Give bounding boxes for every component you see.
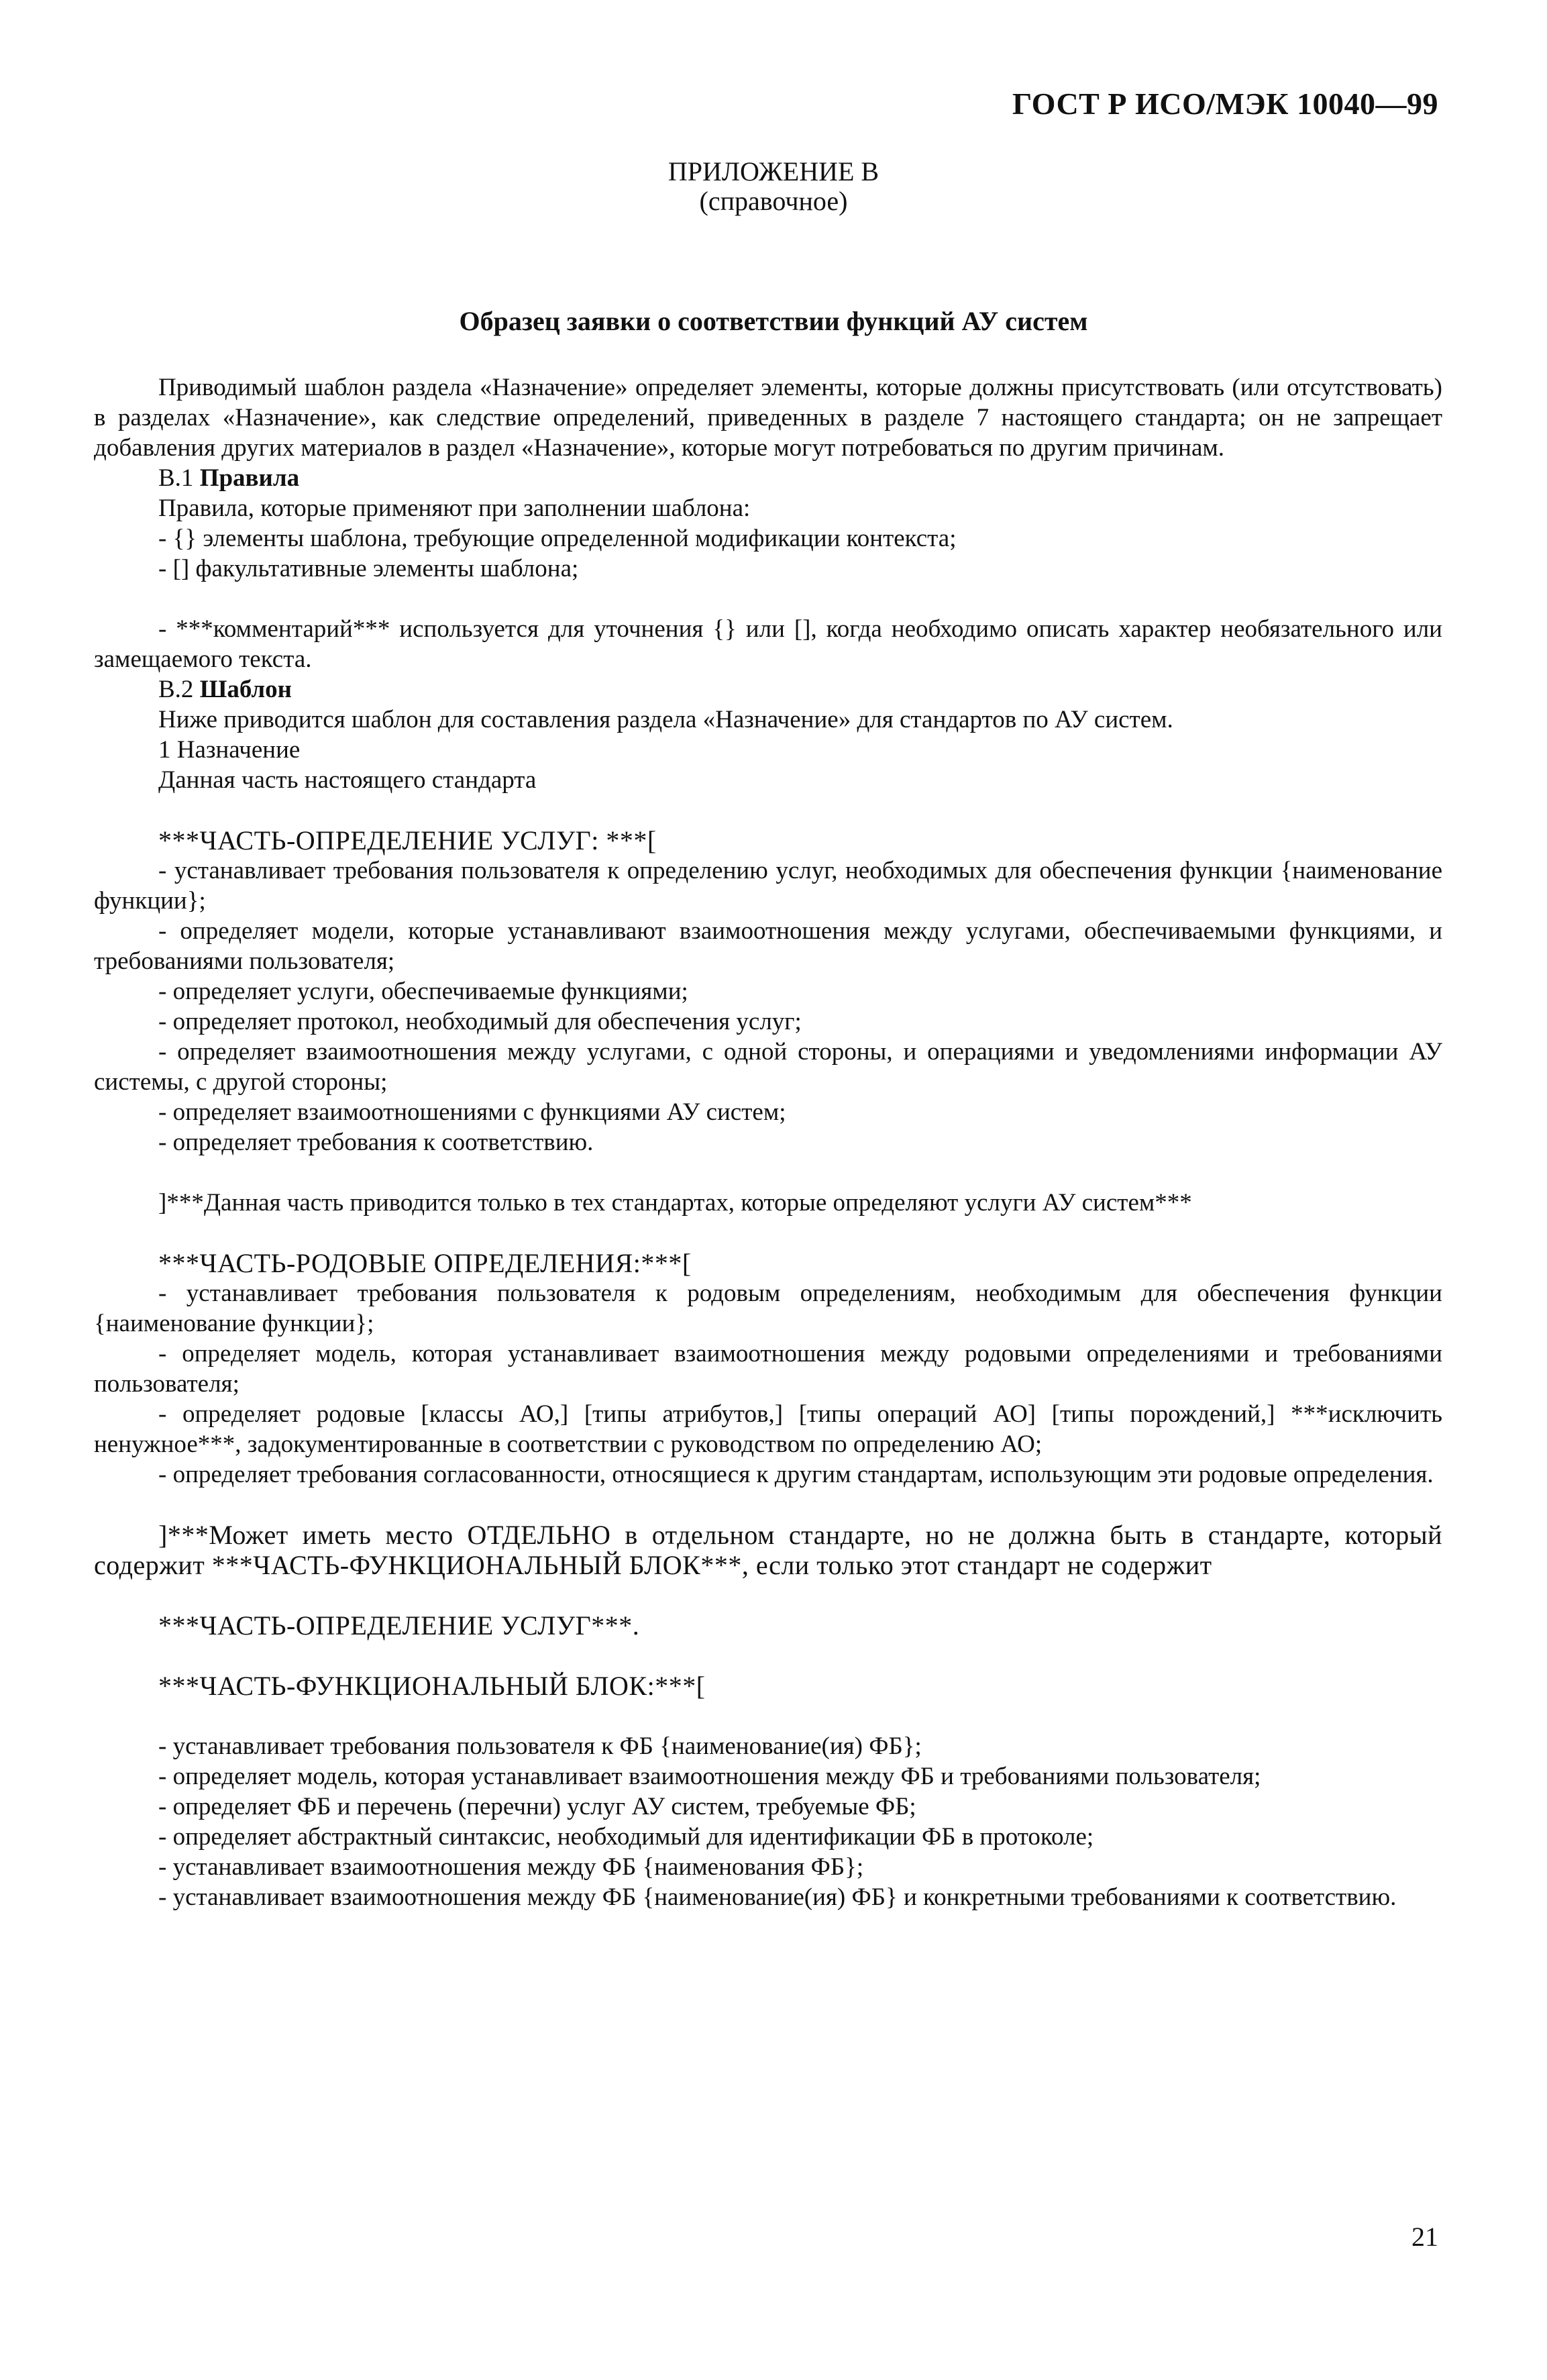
part-services-item: - определяет требования к соответствию. (158, 1129, 594, 1156)
document-body (94, 372, 1442, 1912)
rules-heading (94, 463, 1442, 493)
part-services-item: - определяет услуги, обеспечиваемые функциями; (158, 978, 688, 1005)
section-lead: Данная часть настоящего стандарта (158, 766, 537, 794)
part-services-item: - устанавливает требования пользователя к определению услуг, необходимых для обеспечения функции {наименование функции}; (94, 857, 1442, 915)
part-services-item: - определяет взаимоотношениями с функциями АУ систем; (158, 1098, 786, 1126)
part-functional-item: - устанавливает взаимоотношения между ФБ {наименование(ия) ФБ} и конкретными требованиями к соответствию. (158, 1883, 1397, 1911)
part-functional-item: - определяет абстрактный синтаксис, необходимый для идентификации ФБ в протоколе; (158, 1823, 1094, 1851)
section-title: 1 Назначение (158, 736, 301, 764)
rules-item: - ***комментарий*** используется для уточнения {} или [], когда необходимо описать характер необязательного или замещаемого текста. (94, 615, 1442, 673)
part-services-item: - определяет протокол, необходимый для обеспечения услуг; (158, 1008, 802, 1035)
part-functional-item: - определяет ФБ и перечень (перечни) услуг АУ систем, требуемые ФБ; (158, 1793, 916, 1820)
part-generic-item: - определяет требования согласованности, относящиеся к другим стандартам, использующим эти родовые определения. (158, 1461, 1434, 1488)
template-heading-text: Шаблон (199, 676, 292, 703)
part-generic-heading: ***ЧАСТЬ-РОДОВЫЕ ОПРЕДЕЛЕНИЯ:***[ (158, 1248, 692, 1278)
part-generic-closing-tail: ***ЧАСТЬ-ОПРЕДЕЛЕНИЕ УСЛУГ***. (158, 1610, 640, 1641)
part-functional-item: - устанавливает требования пользователя к ФБ {наименование(ия) ФБ}; (158, 1732, 922, 1760)
part-generic-item: - определяет модель, которая устанавливает взаимоотношения между родовыми определениями и требованиями пользователя; (94, 1340, 1442, 1398)
part-generic-item: - устанавливает требования пользователя к родовым определениям, необходимым для обеспечения функции {наименование функции}; (94, 1280, 1442, 1337)
template-heading (94, 674, 1442, 705)
rules-number: В.1 (158, 464, 194, 492)
page-number: 21 (1411, 2222, 1438, 2252)
template-number: В.2 (158, 676, 194, 703)
part-functional-item: - определяет модель, которая устанавливает взаимоотношения между ФБ и требованиями пользователя; (158, 1763, 1261, 1790)
part-services-heading: ***ЧАСТЬ-ОПРЕДЕЛЕНИЕ УСЛУГ: ***[ (158, 825, 657, 856)
part-services-item: - определяет модели, которые устанавливают взаимоотношения между услугами, обеспечиваемыми функциями, и требованиями пользователя; (94, 917, 1442, 975)
rules-heading-text: Правила (199, 464, 300, 492)
rules-item: - [] факультативные элементы шаблона; (158, 555, 579, 582)
standard-code-header: ГОСТ Р ИСО/МЭК 10040—99 (1012, 87, 1438, 121)
part-services-closing: ]***Данная часть приводится только в тех стандартах, которые определяют услуги АУ систем*** (158, 1189, 1192, 1217)
appendix-title: ПРИЛОЖЕНИЕ В (668, 156, 879, 187)
part-generic-closing: ]***Может иметь место ОТДЕЛЬНО в отдельном стандарте, но не должна быть в стандарте, который содержит ***ЧАСТЬ-ФУНКЦИОНАЛЬНЫЙ БЛОК***, если только этот стандарт не содержит (94, 1520, 1442, 1580)
intro-paragraph: Приводимый шаблон раздела «Назначение» определяет элементы, которые должны присутствовать (или отсутствовать) в разделах «Назначение», как следствие определений, приведенных в разделе 7 настоящего стандарта; он не запрещает добавления других материалов в раздел «Назначение», которые могут потребоваться по другим причинам. (94, 374, 1442, 462)
part-services-item: - определяет взаимоотношения между услугами, с одной стороны, и операциями и уведомлениями информации АУ системы, с другой стороны; (94, 1038, 1442, 1096)
rules-lead: Правила, которые применяют при заполнении шаблона: (158, 495, 751, 522)
part-functional-item: - устанавливает взаимоотношения между ФБ {наименования ФБ}; (158, 1853, 864, 1881)
appendix-subtitle: (справочное) (699, 186, 848, 216)
document-title: Образец заявки о соответствии функций АУ систем (459, 306, 1088, 336)
part-functional-heading: ***ЧАСТЬ-ФУНКЦИОНАЛЬНЫЙ БЛОК:***[ (158, 1671, 706, 1701)
part-generic-item: - определяет родовые [классы АО,] [типы атрибутов,] [типы операций АО] [типы порождений,] ***исключить ненужное***, задокументированные в соответствии с руководством по определению АО; (94, 1400, 1442, 1458)
rules-item: - {} элементы шаблона, требующие определенной модификации контекста; (158, 525, 957, 552)
template-lead: Ниже приводится шаблон для составления раздела «Назначение» для стандартов по АУ систем. (158, 706, 1173, 733)
